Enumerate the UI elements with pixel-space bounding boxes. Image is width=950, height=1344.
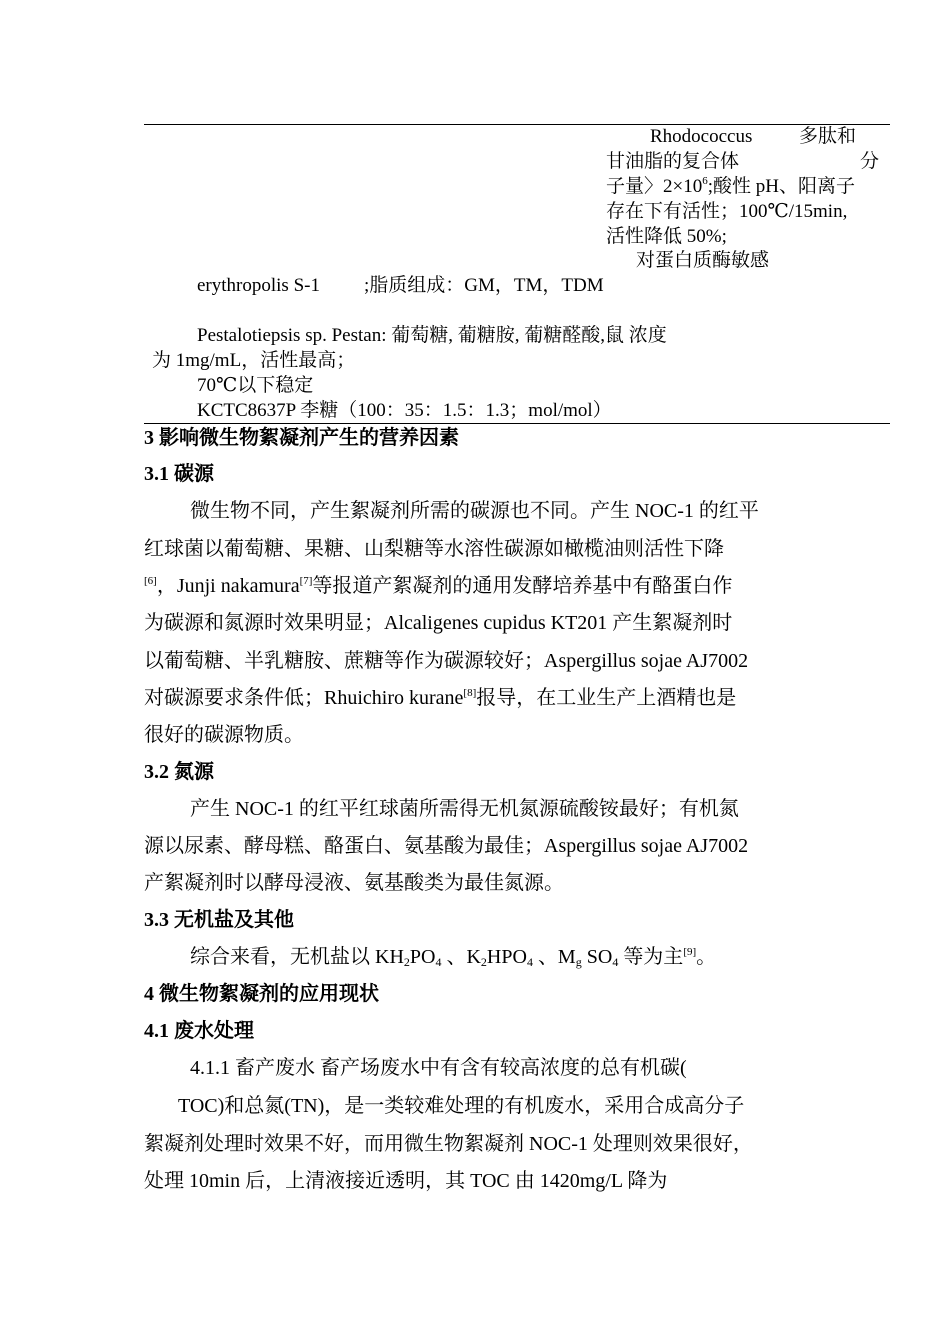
subsection-heading: 4.1 废水处理 bbox=[144, 1020, 254, 1042]
paragraph-line: 对碳源要求条件低；Rhuichiro kurane[8]报导，在工业生产上酒精也是 bbox=[144, 687, 737, 709]
table-cell-text: ;脂质组成：GM，TM，TDM bbox=[364, 275, 604, 296]
table-cell-text: 多肽和 bbox=[799, 126, 857, 147]
table-cell-text: 为 1mg/mL，活性最高； bbox=[152, 350, 356, 371]
paragraph-line: 综合来看，无机盐以 $KH_2PO_4$ 、$K_2HPO_4$ 、$M_g$ $SO_4$ 等为主[9]。 bbox=[190, 946, 717, 969]
paragraph-line: TOC)和总氮(TN)，是一类较难处理的有机废水，采用合成高分子 bbox=[178, 1095, 745, 1117]
paragraph-line: 4.1.1 畜产废水 畜产场废水中有含有较高浓度的总有机碳( bbox=[190, 1057, 687, 1079]
section-heading: 3 影响微生物絮凝剂产生的营养因素 bbox=[144, 427, 459, 449]
paragraph-line: 微生物不同，产生絮凝剂所需的碳源也不同。产生 NOC-1 的红平 bbox=[190, 500, 759, 522]
table-cell-text: 甘油脂的复合体 bbox=[606, 151, 740, 172]
paragraph-line: 为碳源和氮源时效果明显；Alcaligenes cupidus KT201 产生絮凝剂时 bbox=[144, 612, 733, 634]
paragraph-line: 红球菌以葡萄糖、果糖、山梨糖等水溶性碳源如橄榄油则活性下降 bbox=[144, 538, 724, 560]
table-cell-text: 活性降低 50%; bbox=[606, 226, 727, 247]
paragraph-line: 以葡萄糖、半乳糖胺、蔗糖等作为碳源较好；Aspergillus sojae AJ7002 bbox=[144, 650, 749, 672]
paragraph-line: 源以尿素、酵母糕、酪蛋白、氨基酸为最佳；Aspergillus sojae AJ7002 bbox=[144, 835, 749, 857]
paragraph-line: 絮凝剂处理时效果不好，而用微生物絮凝剂 NOC-1 处理则效果很好， bbox=[144, 1133, 753, 1155]
paragraph-line: 很好的碳源物质。 bbox=[144, 724, 304, 746]
subsection-heading: 3.3 无机盐及其他 bbox=[144, 909, 294, 931]
subsection-heading: 3.2 氮源 bbox=[144, 761, 214, 783]
table-cell-text: Pestalotiepsis sp. Pestan: 葡萄糖, 葡糖胺, 葡糖醛酸,鼠 浓度 bbox=[197, 325, 667, 346]
section-heading: 4 微生物絮凝剂的应用现状 bbox=[144, 983, 379, 1005]
paragraph-line: [6]，Junji nakamura[7]等报道产絮凝剂的通用发酵培养基中有酪蛋白作 bbox=[144, 575, 733, 597]
paragraph-line: 产絮凝剂时以酵母浸液、氨基酸类为最佳氮源。 bbox=[144, 872, 564, 894]
table-top-rule bbox=[144, 124, 890, 125]
table-cell-text: 70℃以下稳定 bbox=[197, 375, 314, 396]
subsection-heading: 3.1 碳源 bbox=[144, 463, 214, 485]
table-cell-text: 存在下有活性；100℃/15min, bbox=[606, 201, 848, 222]
table-cell-text: 子量〉$2\times 10^6$;酸性 pH、阳离子 bbox=[606, 175, 855, 197]
table-bottom-rule bbox=[144, 423, 890, 424]
table-cell-text: erythropolis S-1 bbox=[197, 275, 320, 296]
table-cell-text: KCTC8637P 李糖（100：35：1.5：1.3；mol/mol） bbox=[197, 400, 612, 421]
table-cell-text: 分 bbox=[860, 151, 880, 172]
paragraph-line: 处理 10min 后，上清液接近透明，其 TOC 由 1420mg/L 降为 bbox=[144, 1170, 668, 1192]
table-cell-text: Rhodococcus bbox=[650, 126, 753, 147]
paragraph-line: 产生 NOC-1 的红平红球菌所需得无机氮源硫酸铵最好；有机氮 bbox=[190, 798, 739, 820]
table-cell-text: 对蛋白质酶敏感 bbox=[636, 250, 770, 271]
